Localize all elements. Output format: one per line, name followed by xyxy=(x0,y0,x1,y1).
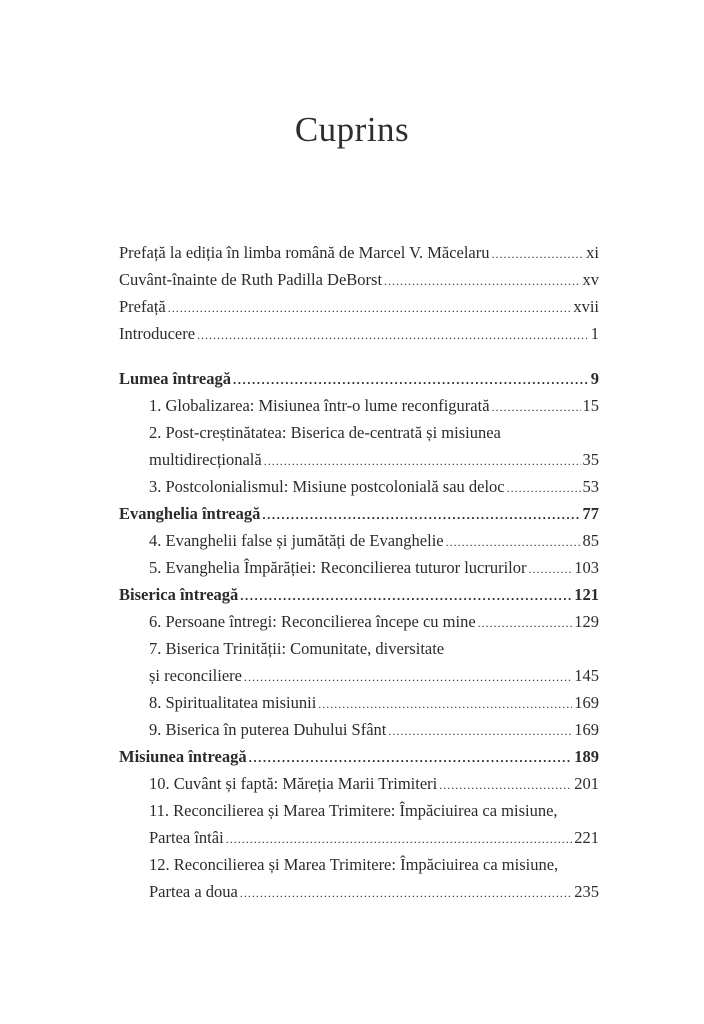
dot-leader xyxy=(262,500,580,528)
toc-entry-page: 221 xyxy=(574,828,599,847)
toc-chapter-9 xyxy=(119,716,599,743)
toc-part-whole-gospel xyxy=(119,500,599,527)
dot-leader xyxy=(240,581,572,609)
toc-entry-page: 189 xyxy=(574,747,599,766)
toc-entry-page: 201 xyxy=(574,774,599,793)
toc-entry-title: 5. Evanghelia Împărăției: Reconcilierea tuturor lucrurilor xyxy=(149,558,527,577)
dot-leader xyxy=(226,824,573,853)
dot-leader xyxy=(529,554,573,583)
dot-leader xyxy=(264,446,581,475)
toc-entry-preface-romanian xyxy=(119,239,599,266)
toc-part-title: Evanghelia întreagă xyxy=(119,504,261,523)
toc-entry-title: 8. Spiritualitatea misiunii xyxy=(149,693,317,712)
toc-entry-title: Partea a doua xyxy=(149,882,238,901)
dot-leader xyxy=(478,608,573,637)
toc-entry-title: 4. Evanghelii false și jumătăți de Evanghelie xyxy=(149,531,444,550)
toc-entry-title: Prefață xyxy=(119,297,166,316)
toc-chapter-7-line1: 7. Biserica Trinității: Comunitate, diversitate xyxy=(149,639,445,658)
dot-leader xyxy=(197,320,589,349)
toc-part-whole-church xyxy=(119,581,599,608)
dot-leader xyxy=(388,716,572,745)
toc-entry-page: 53 xyxy=(582,477,599,496)
toc-chapter-6 xyxy=(119,608,599,635)
dot-leader xyxy=(244,662,572,691)
toc-chapter-11 xyxy=(119,824,599,851)
toc-entry-page: xv xyxy=(582,270,599,289)
toc-chapter-10 xyxy=(119,770,599,797)
toc-chapter-2 xyxy=(119,446,599,473)
dot-leader xyxy=(240,878,572,907)
toc-entry-title: 10. Cuvânt și faptă: Măreția Marii Trimiteri xyxy=(149,774,438,793)
toc-entry-page: xi xyxy=(586,243,599,262)
toc-entry-title: Introducere xyxy=(119,324,196,343)
toc-chapter-12-line1: 12. Reconcilierea și Marea Trimitere: Împăciuirea ca misiune, xyxy=(149,855,559,874)
toc-chapter-4 xyxy=(119,527,599,554)
dot-leader xyxy=(446,527,581,556)
toc-entry-title: Partea întâi xyxy=(149,828,224,847)
toc-entry-page: 121 xyxy=(574,585,599,604)
dot-leader xyxy=(249,743,573,771)
toc-chapter-2-line1: 2. Post-creștinătatea: Biserica de-centrată și misiunea xyxy=(149,423,501,442)
toc-part-title: Misiunea întreagă xyxy=(119,747,247,766)
toc-chapter-12 xyxy=(119,878,599,905)
toc-entry-title: 3. Postcolonialismul: Misiune postcolonială sau deloc xyxy=(149,477,505,496)
toc-entry-page: 1 xyxy=(590,324,599,343)
toc-entry-page: 169 xyxy=(574,720,599,739)
toc-part-title: Lumea întreagă xyxy=(119,369,231,388)
dot-leader xyxy=(168,293,572,322)
toc-chapter-7 xyxy=(119,662,599,689)
toc-entry-page: 9 xyxy=(590,369,599,388)
toc-chapter-8 xyxy=(119,689,599,716)
toc-entry-page: 169 xyxy=(574,693,599,712)
toc-entry-foreword xyxy=(119,266,599,293)
toc-part-whole-world xyxy=(119,365,599,392)
toc-entry-title: multidirecțională xyxy=(149,450,262,469)
toc-entry-page: 129 xyxy=(574,612,599,631)
dot-leader xyxy=(507,473,581,502)
toc-entry-preface xyxy=(119,293,599,320)
toc-entry-introduction xyxy=(119,320,599,347)
toc-part-whole-mission xyxy=(119,743,599,770)
dot-leader xyxy=(233,365,589,393)
toc-entry-title: 6. Persoane întregi: Reconcilierea începe cu mine xyxy=(149,612,476,631)
dot-leader xyxy=(384,266,580,295)
toc-chapter-1 xyxy=(119,392,599,419)
dot-leader xyxy=(318,689,572,718)
toc-entry-title: Prefață la ediția în limba română de Marcel V. Măcelaru xyxy=(119,243,490,262)
toc-entry-page: 235 xyxy=(574,882,599,901)
table-of-contents xyxy=(119,239,599,905)
toc-entry-page: 145 xyxy=(574,666,599,685)
toc-chapter-5 xyxy=(119,554,599,581)
dot-leader xyxy=(439,770,572,799)
toc-entry-page: xvii xyxy=(573,297,599,316)
toc-entry-page: 15 xyxy=(582,396,599,415)
page-title: Cuprins xyxy=(294,110,410,149)
dot-leader xyxy=(492,239,585,268)
toc-entry-page: 103 xyxy=(574,558,599,577)
toc-entry-title: 1. Globalizarea: Misiunea într-o lume reconfigurată xyxy=(149,396,490,415)
toc-entry-title: Cuvânt-înainte de Ruth Padilla DeBorst xyxy=(119,270,383,289)
dot-leader xyxy=(492,392,581,421)
toc-entry-page: 77 xyxy=(582,504,599,523)
toc-entry-title: 9. Biserica în puterea Duhului Sfânt xyxy=(149,720,387,739)
toc-part-title: Biserica întreagă xyxy=(119,585,239,604)
toc-entry-page: 35 xyxy=(582,450,599,469)
toc-entry-title: și reconciliere xyxy=(149,666,242,685)
toc-chapter-3 xyxy=(119,473,599,500)
toc-chapter-11-line1: 11. Reconcilierea și Marea Trimitere: Împăciuirea ca misiune, xyxy=(149,801,558,820)
toc-entry-page: 85 xyxy=(582,531,599,550)
